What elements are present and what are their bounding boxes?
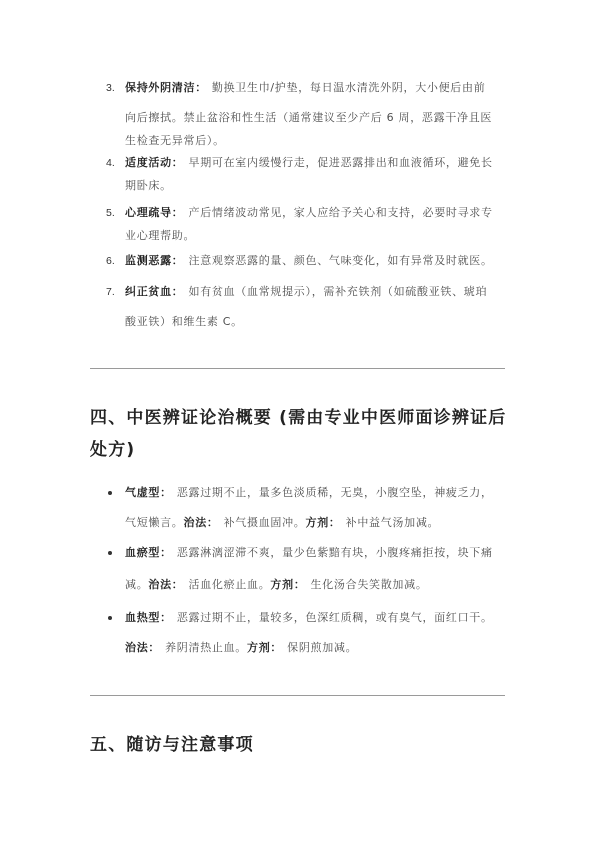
bullet-icon <box>108 551 112 555</box>
bullet-icon <box>108 491 112 495</box>
list-number: 3. <box>106 82 115 94</box>
list-number: 5. <box>106 207 115 219</box>
list-item-line: 期卧床。 <box>125 179 172 192</box>
list-item-text: 注意观察恶露的量、颜色、气味变化，如有异常及时就医。 <box>188 254 493 267</box>
list-item-label: 监测恶露： <box>125 254 184 267</box>
section-heading: 四、中医辨证论治概要 (需由专业中医师面诊辨证后 <box>90 408 507 428</box>
type-label: 血热型： <box>125 611 172 624</box>
bullet-line <box>125 640 357 656</box>
list-item-line <box>125 80 485 96</box>
bullet-line <box>125 515 439 531</box>
list-item-text: 早期可在室内缓慢行走，促进恶露排出和血液循环，避免长 <box>188 156 493 169</box>
list-number: 7. <box>106 286 115 298</box>
section-divider <box>90 695 505 696</box>
list-item-label: 保持外阴清洁： <box>125 81 207 94</box>
formula-text: 生化汤合失笑散加减。 <box>310 578 428 591</box>
method-text: 养阴清热止血。 <box>165 641 248 654</box>
method-text: 活血化瘀止血。 <box>188 578 271 591</box>
section-divider <box>90 368 505 369</box>
list-item-line: 生检查无异常后）。 <box>125 134 225 147</box>
list-item-line: 酸亚铁）和维生素 C。 <box>125 315 243 328</box>
list-item-line: 业心理帮助。 <box>125 229 196 242</box>
bullet-line <box>125 545 493 561</box>
list-item-text: 如有贫血（血常规提示），需补充铁剂（如硫酸亚铁、琥珀 <box>188 285 488 298</box>
type-symptoms: 恶露淋漓涩滞不爽，量少色紫黯有块，小腹疼痛拒按，块下痛 <box>176 546 493 559</box>
list-item-line <box>125 284 487 300</box>
method-text: 补气摄血固冲。 <box>223 516 306 529</box>
bullet-icon <box>108 616 112 620</box>
list-item-label: 适度活动： <box>125 156 184 169</box>
list-item-label: 纠正贫血： <box>125 285 184 298</box>
list-item-line <box>125 155 493 171</box>
type-symptoms-cont: 气短懒言。 <box>125 516 184 529</box>
type-label: 气虚型： <box>125 486 172 499</box>
formula-text: 保阴煎加减。 <box>287 641 358 654</box>
type-label: 血瘀型： <box>125 546 172 559</box>
bullet-line <box>125 485 493 501</box>
bullet-line <box>125 610 493 626</box>
method-label: 治法： <box>183 516 219 529</box>
formula-label: 方剂： <box>247 641 283 654</box>
list-number: 6. <box>106 255 115 267</box>
list-item-text: 产后情绪波动常见，家人应给予关心和支持，必要时寻求专 <box>188 206 493 219</box>
type-symptoms: 恶露过期不止，量多色淡质稀，无臭，小腹空坠，神疲乏力， <box>176 486 493 499</box>
method-label: 治法： <box>148 578 184 591</box>
formula-label: 方剂： <box>305 516 341 529</box>
section-heading: 五、随访与注意事项 <box>90 735 254 755</box>
type-symptoms: 恶露过期不止，量较多，色深红质稠，或有臭气，面红口干。 <box>176 611 493 624</box>
method-label: 治法： <box>125 641 161 654</box>
list-item-text: 勤换卫生巾/护垫，每日温水清洗外阴，大小便后由前 <box>211 81 486 94</box>
bullet-line <box>125 577 428 593</box>
formula-label: 方剂： <box>270 578 306 591</box>
list-item-label: 心理疏导： <box>125 206 184 219</box>
list-item-line <box>125 205 493 221</box>
section-heading-continued: 处方) <box>90 440 136 460</box>
formula-text: 补中益气汤加减。 <box>345 516 440 529</box>
list-item-line <box>125 253 493 269</box>
list-item-line: 向后擦拭。禁止盆浴和性生活（通常建议至少产后 6 周，恶露干净且医 <box>125 111 493 124</box>
list-number: 4. <box>106 157 115 169</box>
type-symptoms-cont: 减。 <box>125 578 149 591</box>
